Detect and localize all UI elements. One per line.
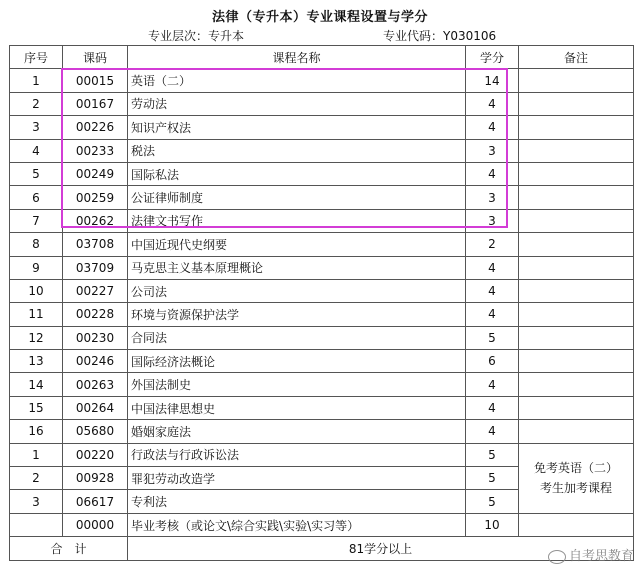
table-row (10, 233, 634, 256)
table-row (10, 420, 634, 443)
table-row (10, 162, 634, 185)
watermark (548, 545, 634, 564)
row-credit: 4 (466, 256, 519, 279)
row-name: 行政法与行政诉讼法 (128, 443, 466, 466)
table-row (10, 139, 634, 162)
row-name: 国际私法 (128, 162, 466, 185)
row-credit: 14 (466, 69, 519, 92)
row-name: 英语（二） (128, 69, 466, 92)
row-num: 6 (10, 186, 63, 209)
row-name: 税法 (128, 139, 466, 162)
row-code: 06617 (63, 490, 128, 513)
row-credit: 4 (466, 373, 519, 396)
row-num (10, 513, 63, 536)
row-num: 9 (10, 256, 63, 279)
remark-line-2: 考生加考课程 (539, 481, 612, 496)
row-code: 00015 (63, 69, 128, 92)
row-name: 环境与资源保护法学 (128, 303, 466, 326)
note-cell (519, 513, 634, 536)
row-name: 罪犯劳动改造学 (128, 467, 466, 490)
row-code: 00226 (63, 116, 128, 139)
row-name: 毕业考核（或论文\综合实践\实验\实习等） (128, 513, 466, 536)
row-code: 03708 (63, 233, 128, 256)
row-credit: 3 (466, 139, 519, 162)
note-cell (519, 396, 634, 419)
note-cell (519, 209, 634, 232)
row-credit: 2 (466, 233, 519, 256)
header-code: 课码 (63, 46, 128, 69)
note-cell (519, 186, 634, 209)
table-row (10, 513, 634, 536)
row-name: 婚姻家庭法 (128, 420, 466, 443)
table-body (10, 69, 634, 537)
row-credit: 5 (466, 490, 519, 513)
row-credit: 3 (466, 209, 519, 232)
row-credit: 4 (466, 396, 519, 419)
table-row (10, 303, 634, 326)
total-label: 合 计 (10, 537, 128, 560)
row-credit: 3 (466, 186, 519, 209)
row-credit: 5 (466, 326, 519, 349)
header-note: 备注 (519, 46, 634, 69)
row-code: 00264 (63, 396, 128, 419)
row-name: 公司法 (128, 279, 466, 302)
row-num: 5 (10, 162, 63, 185)
row-code: 00167 (63, 92, 128, 115)
note-cell (519, 233, 634, 256)
table-row (10, 69, 634, 92)
row-credit: 10 (466, 513, 519, 536)
table-row (10, 396, 634, 419)
row-name: 中国法律思想史 (128, 396, 466, 419)
row-num: 14 (10, 373, 63, 396)
table-header-row (10, 46, 634, 69)
row-num: 8 (10, 233, 63, 256)
row-name: 合同法 (128, 326, 466, 349)
row-code: 00228 (63, 303, 128, 326)
row-name: 国际经济法概论 (128, 350, 466, 373)
row-name: 马克思主义基本原理概论 (128, 256, 466, 279)
table-row (10, 209, 634, 232)
row-num: 13 (10, 350, 63, 373)
row-num: 1 (10, 69, 63, 92)
row-num: 2 (10, 467, 63, 490)
row-credit: 4 (466, 162, 519, 185)
row-num: 2 (10, 92, 63, 115)
note-cell (519, 139, 634, 162)
row-num: 10 (10, 279, 63, 302)
note-cell (519, 420, 634, 443)
note-cell (519, 162, 634, 185)
watermark-text: 自考思教育 (568, 549, 634, 564)
row-code: 00259 (63, 186, 128, 209)
row-code: 00249 (63, 162, 128, 185)
remark-cell (519, 443, 634, 513)
page-title: 法律（专升本）专业课程设置与学分 (211, 10, 428, 25)
table-row (10, 186, 634, 209)
row-credit: 4 (466, 279, 519, 302)
row-code: 00246 (63, 350, 128, 373)
major-code: 专业代码：Y030106 (383, 29, 497, 43)
row-num: 4 (10, 139, 63, 162)
row-name: 专利法 (128, 490, 466, 513)
course-table (9, 45, 634, 561)
major-level: 专业层次：专升本 (148, 29, 245, 43)
total-row (10, 537, 634, 560)
table-row (10, 326, 634, 349)
row-credit: 4 (466, 420, 519, 443)
table-row (10, 256, 634, 279)
note-cell (519, 256, 634, 279)
note-cell (519, 279, 634, 302)
note-cell (519, 92, 634, 115)
note-cell (519, 350, 634, 373)
row-code: 05680 (63, 420, 128, 443)
row-credit: 4 (466, 116, 519, 139)
row-num: 12 (10, 326, 63, 349)
row-num: 15 (10, 396, 63, 419)
header-name: 课程名称 (128, 46, 466, 69)
row-num: 16 (10, 420, 63, 443)
note-cell (519, 303, 634, 326)
row-code: 00233 (63, 139, 128, 162)
header-credit: 学分 (466, 46, 519, 69)
row-credit: 5 (466, 443, 519, 466)
table-row (10, 116, 634, 139)
row-code: 00220 (63, 443, 128, 466)
note-cell (519, 69, 634, 92)
note-cell (519, 326, 634, 349)
table-row (10, 350, 634, 373)
row-credit: 6 (466, 350, 519, 373)
row-code: 00928 (63, 467, 128, 490)
row-name: 劳动法 (128, 92, 466, 115)
row-code: 00263 (63, 373, 128, 396)
row-code: 00262 (63, 209, 128, 232)
row-code: 00000 (63, 513, 128, 536)
row-credit: 4 (466, 92, 519, 115)
row-name: 法律文书写作 (128, 209, 466, 232)
row-name: 公证律师制度 (128, 186, 466, 209)
row-num: 3 (10, 116, 63, 139)
table-row (10, 92, 634, 115)
header-num: 序号 (10, 46, 63, 69)
row-code: 00230 (63, 326, 128, 349)
table-row (10, 443, 634, 466)
table-row (10, 279, 634, 302)
row-num: 3 (10, 490, 63, 513)
row-name: 外国法制史 (128, 373, 466, 396)
weibo-icon (548, 550, 566, 564)
row-code: 03709 (63, 256, 128, 279)
total-value: 81学分以上 (128, 537, 634, 560)
row-credit: 4 (466, 303, 519, 326)
remark-line-1: 免考英语（二） (533, 461, 618, 476)
note-cell (519, 373, 634, 396)
row-credit: 5 (466, 467, 519, 490)
row-name: 中国近现代史纲要 (128, 233, 466, 256)
row-num: 11 (10, 303, 63, 326)
row-name: 知识产权法 (128, 116, 466, 139)
row-num: 7 (10, 209, 63, 232)
row-num: 1 (10, 443, 63, 466)
table-row (10, 373, 634, 396)
note-cell (519, 116, 634, 139)
row-code: 00227 (63, 279, 128, 302)
